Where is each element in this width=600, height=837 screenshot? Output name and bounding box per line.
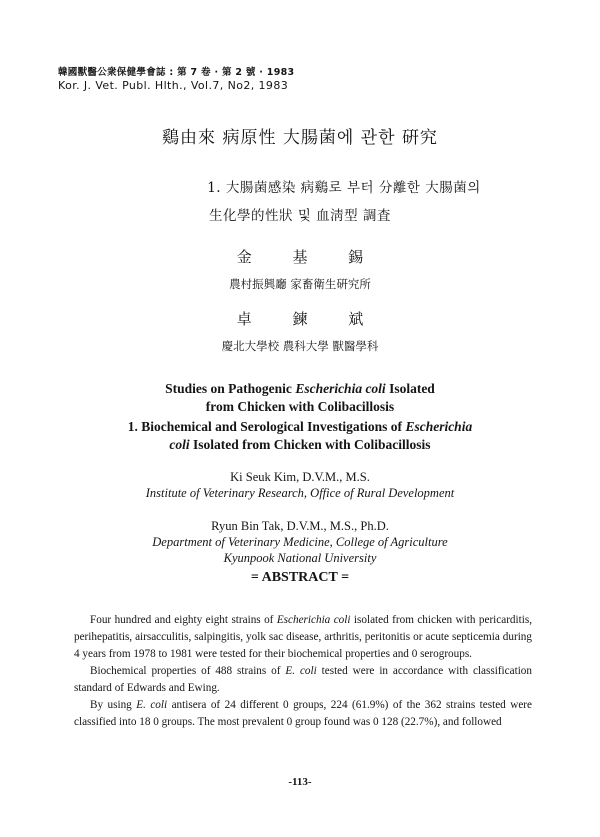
journal-header: [58, 66, 294, 93]
english-title: [0, 380, 600, 416]
korean-subtitle-line-1: 1. 大腸菌感染 病鷄로 부터 分離한 大腸菌의: [207, 180, 481, 196]
english-author-block-2: [0, 518, 600, 566]
english-author-block-1: [0, 469, 600, 501]
korean-title: 鷄由來 病原性 大腸菌에 관한 硏究: [162, 128, 438, 148]
english-author-1-institution: Institute of Veterinary Research, Office of Rural Development: [145, 486, 455, 500]
abstract-heading: = ABSTRACT =: [250, 570, 350, 585]
abstract-paragraph-1: Four hundred and eighty eight strains of Escherichia coli isolated from chicken with pericarditis, perihepatitis, airsacculitis, salpingitis, yolk sac disease, arthritis, peritonitis or acute septicemia during 4 years from 1978 to 1981 were tested for their biochemical properties and 0 serogroups.: [74, 614, 533, 660]
abstract-paragraph-2: Biochemical properties of 488 strains of E. coli tested were in accordance with classification standard of Edwards and Ewing.: [74, 665, 532, 694]
korean-author-1: 金 基 錫: [236, 248, 364, 266]
english-subtitle-line-2: coli Isolated from Chicken with Colibacillosis: [169, 437, 431, 452]
abstract-paragraph-3: By using E. coli antisera of 24 different 0 groups, 224 (61.9%) of the 362 strains tested were classified into 18 0 groups. The most prevalent 0 group found was 0 128 (22.7%), and followed: [74, 699, 532, 728]
korean-affiliation-2: 慶北大學校 農科大學 獸醫學科: [221, 339, 379, 353]
journal-citation-english: Kor. J. Vet. Publ. Hlth., Vol.7, No2, 1983: [58, 79, 289, 92]
journal-citation-korean: 韓國獸醫公衆保健學會誌 : 第 7 卷 · 第 2 號 · 1983: [58, 67, 295, 78]
english-subtitle: [0, 418, 600, 454]
korean-subtitle-line-2: 生化學的性狀 및 血淸型 調査: [209, 208, 391, 224]
english-title-line-2: from Chicken with Colibacillosis: [205, 399, 395, 414]
english-author-2-institution-line-2: Kyunpook National University: [223, 551, 377, 565]
abstract-body: [74, 612, 532, 731]
korean-affiliation-1: 農村振興廳 家畜衛生硏究所: [229, 277, 371, 291]
english-author-2-name: Ryun Bin Tak, D.V.M., M.S., Ph.D.: [211, 519, 389, 533]
korean-author-2: 卓 鍊 斌: [236, 310, 364, 328]
english-author-2-institution: Department of Veterinary Medicine, College of Agriculture: [152, 535, 448, 549]
english-title-line-1: Studies on Pathogenic Escherichia coli Isolated: [165, 381, 435, 396]
page-number: -113-: [288, 776, 312, 788]
english-author-1-name: Ki Seuk Kim, D.V.M., M.S.: [230, 470, 370, 484]
english-subtitle-line-1: 1. Biochemical and Serological Investigations of Escherichia: [127, 419, 473, 434]
